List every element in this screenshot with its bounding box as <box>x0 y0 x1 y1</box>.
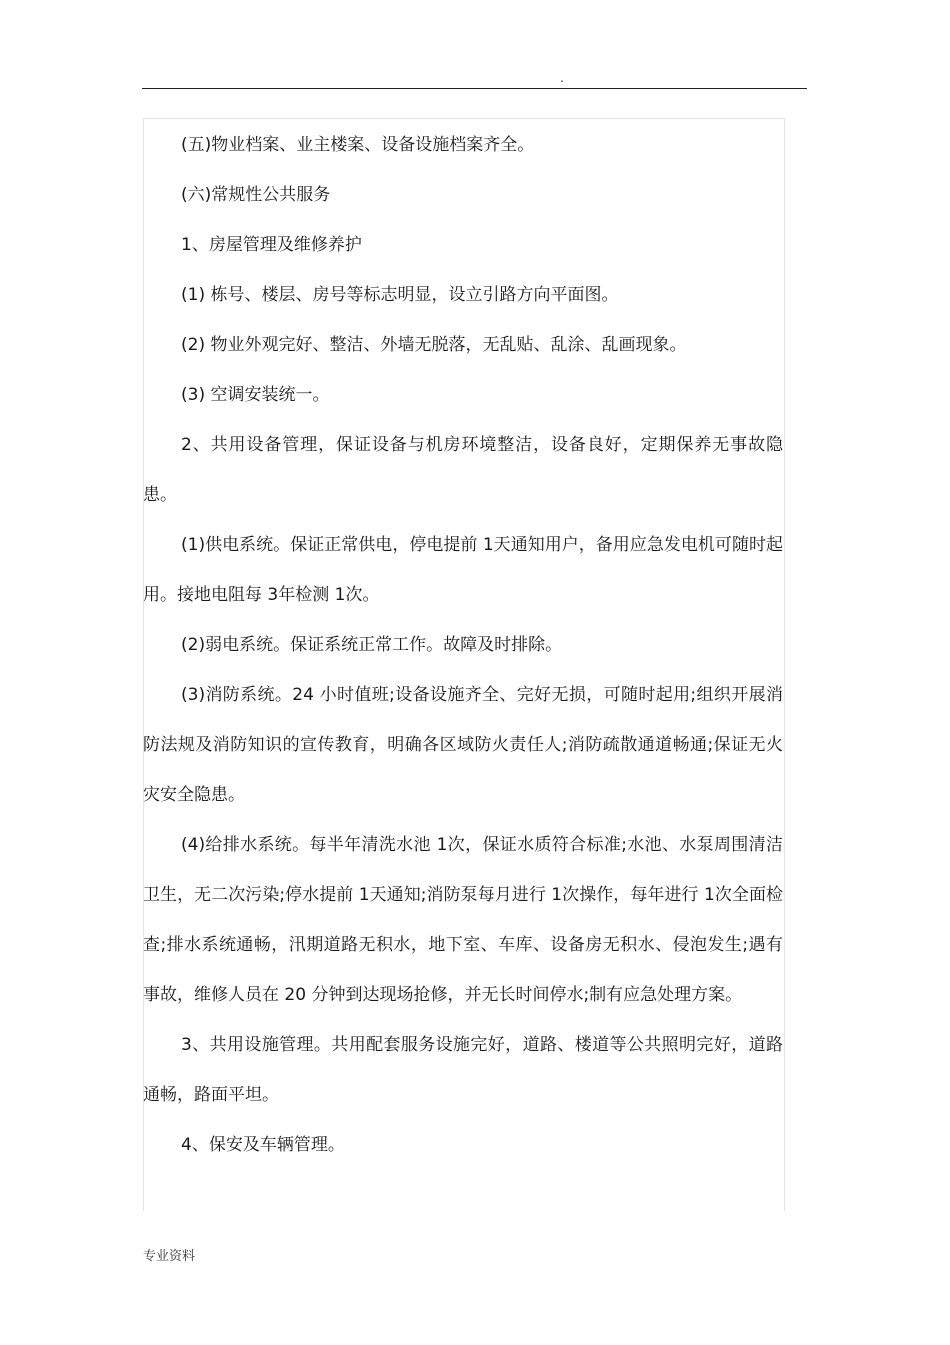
paragraph-fire: (3)消防系统。24 小时值班;设备设施齐全、完好无损，可随时起用;组织开展消防法规及消防知识的宣传教育，明确各区域防火责任人;消防疏散通道畅通;保证无火灾安全隐患。 <box>143 685 783 805</box>
footer-label: 专业资料 <box>143 1249 196 1264</box>
header-mark: . <box>560 71 564 85</box>
paragraph-archives: (五)物业档案、业主楼案、设备设施档案齐全。 <box>181 135 535 155</box>
paragraph-item-3: (3) 空调安装统一。 <box>181 385 330 405</box>
paragraph-low-voltage: (2)弱电系统。保证系统正常工作。故障及时排除。 <box>181 635 563 655</box>
paragraph-security: 4、保安及车辆管理。 <box>181 1135 345 1155</box>
paragraph-power: (1)供电系统。保证正常供电，停电提前 1天通知用户，备用应急发电机可随时起用。接地电阻每 3年检测 1次。 <box>143 535 783 605</box>
paragraph-item-1: (1) 栋号、楼层、房号等标志明显，设立引路方向平面图。 <box>181 285 619 305</box>
paragraph-facilities: 3、共用设施管理。共用配套服务设施完好，道路、楼道等公共照明完好，道路通畅，路面平坦。 <box>143 1035 783 1105</box>
paragraph-housing: 1、房屋管理及维修养护 <box>181 235 362 255</box>
document-body <box>143 120 783 1170</box>
paragraph-item-2: (2) 物业外观完好、整洁、外墙无脱落，无乱贴、乱涂、乱画现象。 <box>181 335 687 355</box>
header-rule <box>142 88 807 89</box>
paragraph-section-six: (六)常规性公共服务 <box>181 185 331 205</box>
paragraph-equipment: 2、共用设备管理，保证设备与机房环境整洁，设备良好，定期保养无事故隐患。 <box>143 435 783 505</box>
paragraph-water: (4)给排水系统。每半年清洗水池 1次，保证水质符合标准;水池、水泵周围清洁卫生，无二次污染;停水提前 1天通知;消防泵每月进行 1次操作，每年进行 1次全面检查;排水系统通畅，汛期道路无积水，地下室、车库、设备房无积水、侵泡发生;遇有事故，维修人员在 20 分钟到达现场抢修，并无长时间停水;制有应急处理方案。 <box>143 835 783 1005</box>
